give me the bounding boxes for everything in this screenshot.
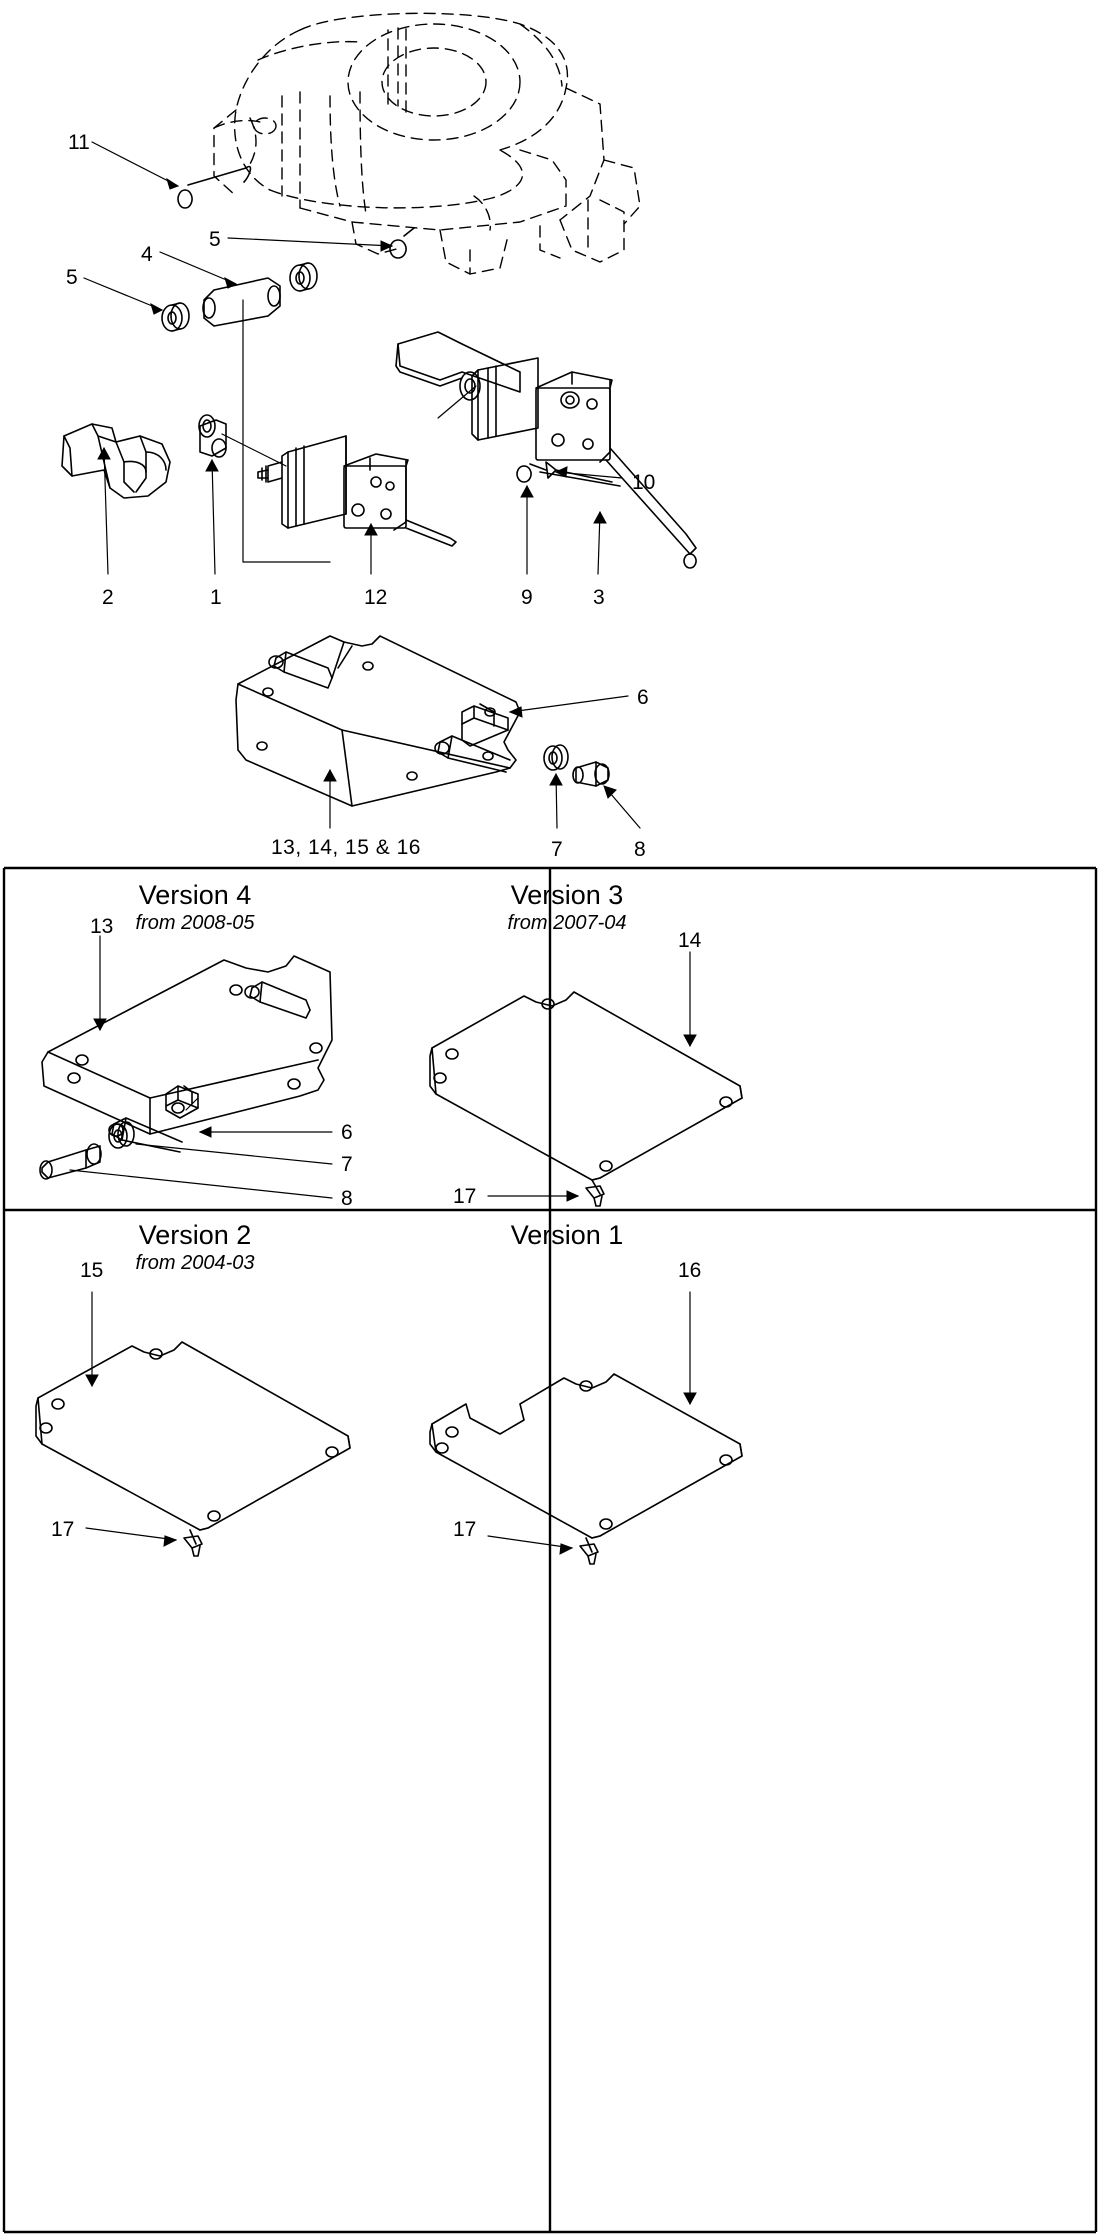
version3-part-17 [586, 1180, 604, 1206]
version3-leaders [488, 952, 696, 1201]
plate-group-label: 13, 14, 15 & 16 [271, 836, 421, 859]
version1-part-17 [580, 1538, 598, 1564]
part-2-clevis-bracket [62, 424, 170, 498]
leader-9 [521, 486, 533, 574]
callout-8-v4: 8 [341, 1187, 353, 1210]
leader-4 [160, 252, 236, 288]
callout-10: 10 [632, 471, 656, 494]
callout-3: 3 [593, 586, 605, 609]
callout-7-main: 7 [551, 838, 563, 861]
version2-leaders [86, 1292, 176, 1546]
callout-13-v4: 13 [90, 915, 114, 938]
leader-vertical-long [243, 300, 330, 562]
leader-12 [365, 524, 377, 574]
callout-15-v2: 15 [80, 1259, 104, 1282]
leader-7-main [550, 774, 562, 828]
version3-title: Version 3 [510, 880, 624, 910]
callout-7-v4: 7 [341, 1153, 353, 1176]
version4-plate [42, 956, 332, 1152]
version2-subtitle: from 2004-03 [135, 1252, 255, 1274]
version2-title: Version 2 [138, 1220, 252, 1250]
version1-plate [430, 1374, 742, 1538]
version2-part-17 [184, 1530, 202, 1556]
main-footplate [236, 636, 520, 806]
part-1-bushing [199, 415, 226, 457]
callout-4: 4 [141, 243, 153, 266]
version4-leaders [70, 936, 332, 1198]
tractor-outline-dashed [214, 13, 640, 274]
callout-12: 12 [364, 586, 388, 609]
leader-6-main [510, 696, 628, 717]
part-8-bolt-main [573, 762, 609, 786]
leader-2 [98, 448, 110, 574]
panel-frames [4, 868, 1096, 2232]
callout-9: 9 [521, 586, 533, 609]
callout-17-v3: 17 [453, 1185, 477, 1208]
part-12-cylinder [258, 436, 456, 546]
callout-5-left: 5 [66, 266, 78, 289]
callout-8-main: 8 [634, 838, 646, 861]
version4-title: Version 4 [138, 880, 252, 910]
callout-6-main: 6 [637, 686, 649, 709]
callout-2: 2 [102, 586, 114, 609]
callout-5-upper: 5 [209, 228, 221, 251]
version3-plate [430, 992, 742, 1180]
callout-11: 11 [68, 131, 90, 154]
part-11-clip [92, 142, 250, 208]
version2-plate [36, 1342, 350, 1530]
leader-8-main [604, 786, 640, 828]
leader-5-left [84, 278, 162, 314]
version1-title: Version 1 [510, 1220, 624, 1250]
callout-16-v1: 16 [678, 1259, 702, 1282]
part-7-washer-main [544, 745, 568, 770]
callout-17-v1: 17 [453, 1518, 477, 1541]
callout-14-v3: 14 [678, 929, 702, 952]
leader-3 [594, 512, 606, 574]
part-4-pin [203, 278, 280, 326]
leader-1 [206, 460, 218, 574]
assembled-actuator [396, 332, 696, 568]
callout-17-v2: 17 [51, 1518, 75, 1541]
part-5-washer-left [162, 303, 189, 331]
callout-1: 1 [210, 586, 222, 609]
leader-bushing-to-cyl [222, 434, 286, 466]
leader-5-upper [228, 238, 392, 251]
leader-assembled-bracket [438, 386, 476, 418]
version4-part-8 [40, 1144, 101, 1179]
callout-6-v4: 6 [341, 1121, 353, 1144]
part-5-washer-right [290, 263, 317, 291]
part-5-upper-clip [390, 228, 414, 258]
version3-subtitle: from 2007-04 [507, 912, 627, 934]
version4-subtitle: from 2008-05 [135, 912, 255, 934]
